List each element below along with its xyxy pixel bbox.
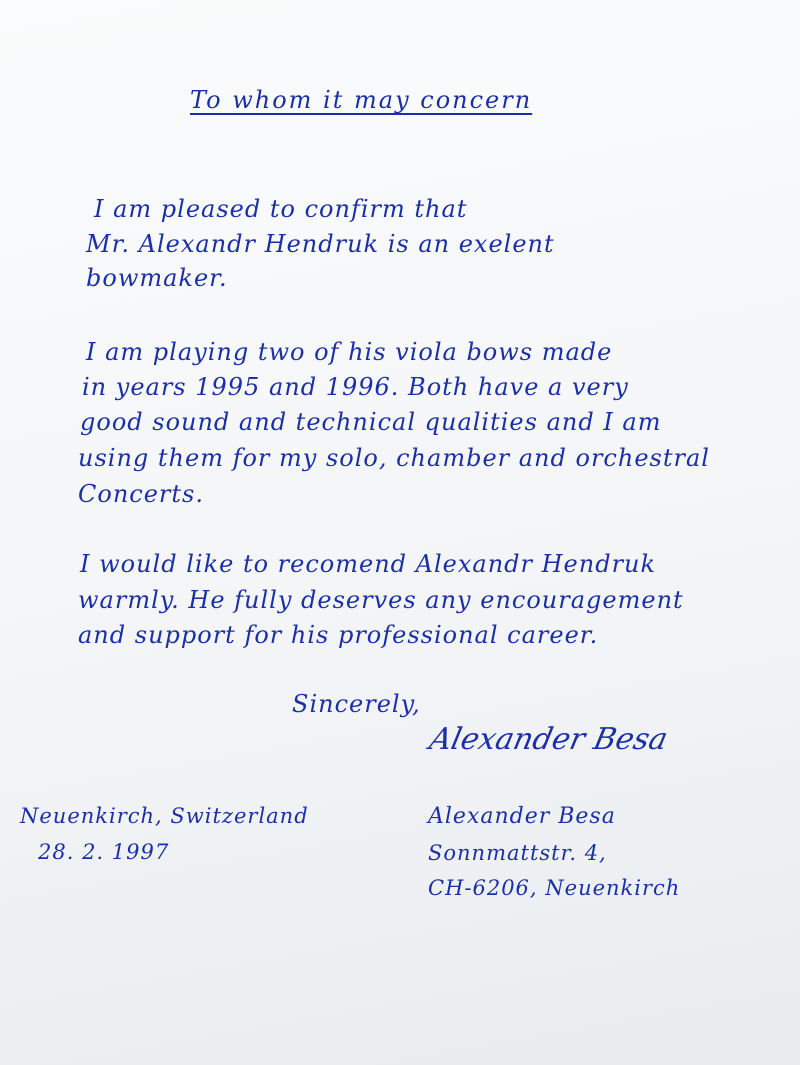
para2-line4: using them for my solo, chamber and orchestral [78,444,710,472]
para2-line5: Concerts. [78,480,204,508]
sender-street: Sonnmattstr. 4, [428,841,607,865]
para1-line3: bowmaker. [86,264,228,292]
date-text: 28. 2. 1997 [38,840,170,864]
para2-line3: good sound and technical qualities and I am [80,408,662,436]
para1-line1: I am pleased to confirm that [94,195,468,223]
letter-heading: To whom it may concern [190,86,533,114]
sender-name: Alexander Besa [428,804,616,829]
para3-line3: and support for his professional career. [78,621,599,649]
para3-line1: I would like to recomend Alexandr Hendruk [80,550,657,578]
para3-line2: warmly. He fully deserves any encouragement [78,586,684,614]
handwritten-signature: Alexander Besa [426,722,671,757]
closing: Sincerely, [292,690,421,718]
place-text: Neuenkirch, Switzerland [20,804,309,828]
para2-line2: in years 1995 and 1996. Both have a very [82,373,629,401]
sender-city: CH-6206, Neuenkirch [428,876,681,900]
para1-line2: Mr. Alexandr Hendruk is an exelent [86,230,555,258]
para2-line1: I am playing two of his viola bows made [86,338,613,366]
